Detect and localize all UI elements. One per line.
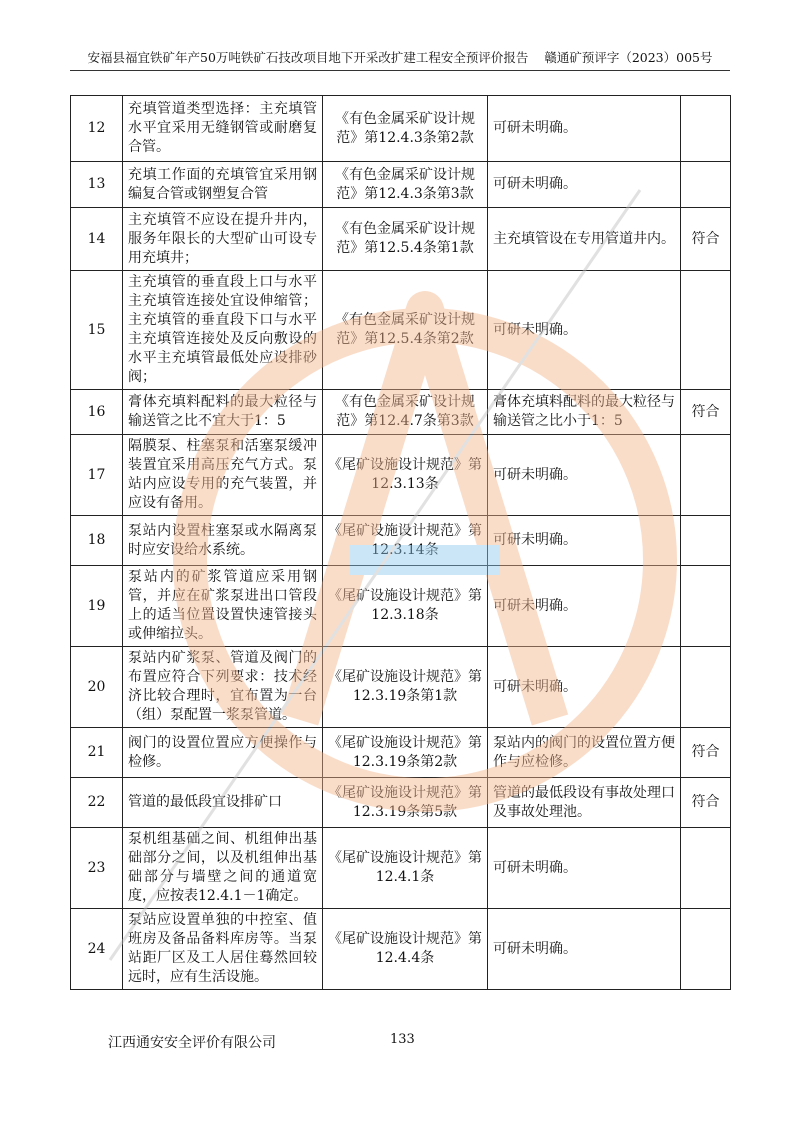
report-title: 安福县福宜铁矿年产50万吨铁矿石技改项目地下开采改扩建工程安全预评价报告	[87, 50, 529, 65]
verdict-cell	[681, 96, 731, 162]
row-number: 14	[71, 208, 123, 271]
requirement-cell: 充填工作面的充填管宜采用钢编复合管或钢塑复合管	[123, 162, 323, 208]
table-row	[71, 271, 731, 390]
header-rule	[70, 70, 730, 71]
status-cell: 可研未明确。	[488, 162, 681, 208]
table-row	[71, 390, 731, 435]
verdict-cell	[681, 647, 731, 728]
table-row	[71, 909, 731, 990]
requirement-cell: 充填管道类型选择：主充填管水平宜采用无缝钢管或耐磨复合管。	[123, 96, 323, 162]
table-row	[71, 435, 731, 516]
requirement-cell: 泵站内矿浆泵、管道及阀门的布置应符合下列要求：技术经济比较合理时，宜布置为一台（组）泵配置一浆泵管道。	[123, 647, 323, 728]
verdict-cell	[681, 828, 731, 909]
basis-cell: 《尾矿设施设计规范》第12.3.19条第1款	[323, 647, 488, 728]
status-cell: 可研未明确。	[488, 566, 681, 647]
status-cell: 可研未明确。	[488, 516, 681, 566]
verdict-cell	[681, 516, 731, 566]
basis-cell: 《尾矿设施设计规范》第12.3.13条	[323, 435, 488, 516]
requirement-cell: 管道的最低段宜设排矿口	[123, 778, 323, 828]
status-cell: 可研未明确。	[488, 647, 681, 728]
status-cell: 可研未明确。	[488, 909, 681, 990]
status-cell: 可研未明确。	[488, 435, 681, 516]
basis-cell: 《尾矿设施设计规范》第12.3.19条第5款	[323, 778, 488, 828]
requirement-cell: 主充填管不应设在提升井内，服务年限长的大型矿山可设专用充填井；	[123, 208, 323, 271]
requirement-cell: 泵站内的矿浆管道应采用钢管，并应在矿浆泵进出口管段上的适当位置设置快速管接头或伸缩拉头。	[123, 566, 323, 647]
page-number: 133	[390, 1032, 415, 1047]
verdict-cell	[681, 162, 731, 208]
row-number: 23	[71, 828, 123, 909]
verdict-cell	[681, 566, 731, 647]
basis-cell: 《尾矿设施设计规范》第12.3.18条	[323, 566, 488, 647]
row-number: 24	[71, 909, 123, 990]
row-number: 21	[71, 728, 123, 778]
table-row	[71, 778, 731, 828]
row-number: 19	[71, 566, 123, 647]
table-row	[71, 728, 731, 778]
requirement-cell: 泵站内设置柱塞泵或水隔离泵时应安设给水系统。	[123, 516, 323, 566]
footer-company: 江西通安安全评价有限公司	[108, 1035, 276, 1051]
row-number: 20	[71, 647, 123, 728]
basis-cell: 《有色金属采矿设计规范》第12.5.4条第2款	[323, 271, 488, 390]
status-cell: 可研未明确。	[488, 271, 681, 390]
table-row	[71, 566, 731, 647]
status-cell: 管道的最低段设有事故处理口及事故处理池。	[488, 778, 681, 828]
basis-cell: 《尾矿设施设计规范》第12.3.19条第2款	[323, 728, 488, 778]
verdict-cell: 符合	[681, 208, 731, 271]
status-cell: 可研未明确。	[488, 828, 681, 909]
doc-number: 赣通矿预评字（2023）005号	[544, 50, 713, 65]
table-row	[71, 516, 731, 566]
verdict-cell: 符合	[681, 728, 731, 778]
status-cell: 可研未明确。	[488, 96, 681, 162]
basis-cell: 《尾矿设施设计规范》第12.4.4条	[323, 909, 488, 990]
row-number: 16	[71, 390, 123, 435]
row-number: 22	[71, 778, 123, 828]
status-cell: 泵站内的阀门的设置位置方便作与应检修。	[488, 728, 681, 778]
requirement-cell: 隔膜泵、柱塞泵和活塞泵缓冲装置宜采用高压充气方式。泵站内应设专用的充气装置，并应设有备用。	[123, 435, 323, 516]
verdict-cell: 符合	[681, 390, 731, 435]
status-cell: 膏体充填料配料的最大粒径与输送管之比小于1：5	[488, 390, 681, 435]
table-row	[71, 647, 731, 728]
table-row	[71, 828, 731, 909]
requirement-cell: 阀门的设置位置应方便操作与检修。	[123, 728, 323, 778]
status-cell: 主充填管设在专用管道井内。	[488, 208, 681, 271]
verdict-cell	[681, 909, 731, 990]
requirement-cell: 泵站应设置单独的中控室、值班房及备品备料库房等。当泵站距厂区及工人居住蓦然回较远时，应有生活设施。	[123, 909, 323, 990]
table-row	[71, 96, 731, 162]
verdict-cell	[681, 435, 731, 516]
verdict-cell	[681, 271, 731, 390]
requirement-cell: 膏体充填料配料的最大粒径与输送管之比不宜大于1：5	[123, 390, 323, 435]
basis-cell: 《有色金属采矿设计规范》第12.4.7条第3款	[323, 390, 488, 435]
basis-cell: 《有色金属采矿设计规范》第12.4.3条第2款	[323, 96, 488, 162]
basis-cell: 《有色金属采矿设计规范》第12.4.3条第3款	[323, 162, 488, 208]
basis-cell: 《尾矿设施设计规范》第12.4.1条	[323, 828, 488, 909]
row-number: 15	[71, 271, 123, 390]
row-number: 17	[71, 435, 123, 516]
requirement-cell: 主充填管的垂直段上口与水平主充填管连接处宜设伸缩管；主充填管的垂直段下口与水平主充填管连接处及反向敷设的水平主充填管最低处应设排砂阀；	[123, 271, 323, 390]
table-row	[71, 208, 731, 271]
page-header	[70, 48, 730, 66]
basis-cell: 《尾矿设施设计规范》第12.3.14条	[323, 516, 488, 566]
row-number: 12	[71, 96, 123, 162]
verdict-cell: 符合	[681, 778, 731, 828]
row-number: 18	[71, 516, 123, 566]
basis-cell: 《有色金属采矿设计规范》第12.5.4条第1款	[323, 208, 488, 271]
requirement-cell: 泵机组基础之间、机组伸出基础部分之间，以及机组伸出基础部分与墙壁之间的通道宽度，应按表12.4.1－1确定。	[123, 828, 323, 909]
row-number: 13	[71, 162, 123, 208]
table-row	[71, 162, 731, 208]
evaluation-table	[70, 95, 731, 990]
